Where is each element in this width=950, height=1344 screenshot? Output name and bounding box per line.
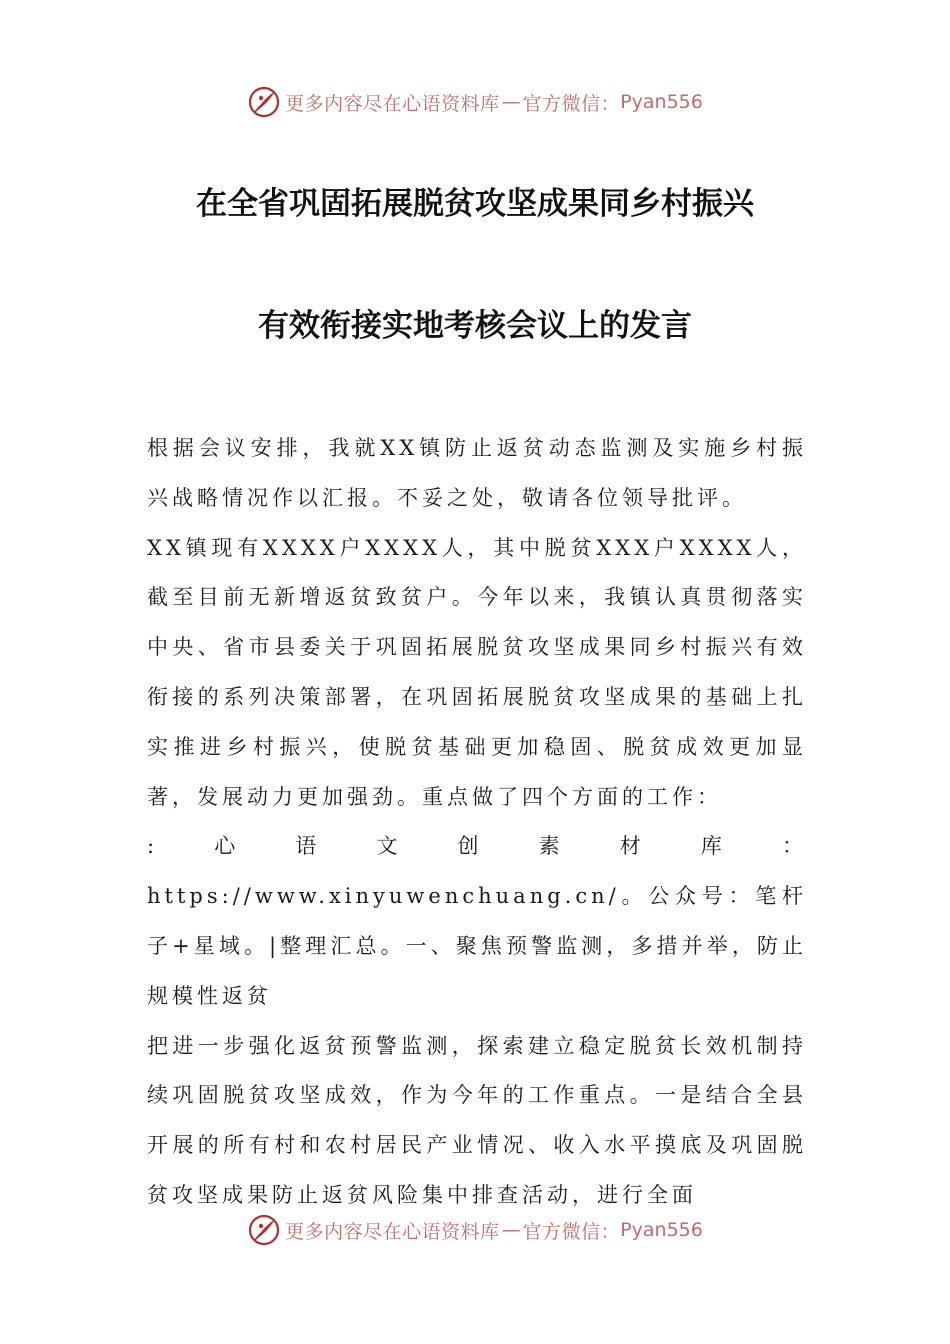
page-title-line-2: 有效衔接实地考核会议上的发言 (258, 308, 692, 344)
watermark-account: Pyan556 (620, 91, 703, 113)
watermark-text: 更多内容尽在心语资料库 (285, 1220, 500, 1243)
watermark-separator: — (501, 1219, 521, 1241)
watermark-label: 官方微信： (522, 92, 621, 115)
paragraph: 根据会议安排，我就XX镇防止返贫动态监测及实施乡村振兴战略情况作以汇报。不妥之处，敬请各位领导批评。 (147, 436, 807, 510)
watermark-account: Pyan556 (620, 1219, 703, 1241)
paragraph: :心语文创素材库：https://www.xinyuwenchuang.cn/。公众号：笔杆子+星域。|整理汇总。一、聚焦预警监测，多措并举，防止规模性返贫 (147, 834, 807, 1008)
watermark-separator: — (501, 91, 521, 113)
watermark-label: 官方微信： (522, 1220, 621, 1243)
footer-watermark (0, 1208, 950, 1252)
quill-logo-icon (247, 1213, 281, 1247)
document-body (147, 424, 807, 1221)
header-watermark (0, 80, 950, 124)
page-title-line-1: 在全省巩固拓展脱贫攻坚成果同乡村振兴 (196, 186, 754, 222)
paragraph: XX镇现有XXXX户XXXX人，其中脱贫XXX户XXXX人，截至目前无新增返贫致贫户。今年以来，我镇认真贯彻落实中央、省市县委关于巩固拓展脱贫攻坚成果同乡村振兴有效衔接的系列决策部署，在巩固拓展脱贫攻坚成果的基础上扎实推进乡村振兴，使脱贫基础更加稳固、脱贫成效更加显著，发展动力更加强劲。重点做了四个方面的工作： (147, 535, 807, 809)
paragraph: 把进一步强化返贫预警监测，探索建立稳定脱贫长效机制持续巩固脱贫攻坚成效，作为今年的工作重点。一是结合全县开展的所有村和农村居民产业情况、收入水平摸底及巩固脱贫攻坚成果防止返贫风险集中排查活动，进行全面 (147, 1033, 807, 1207)
quill-logo-icon (247, 85, 281, 119)
watermark-text: 更多内容尽在心语资料库 (285, 92, 500, 115)
